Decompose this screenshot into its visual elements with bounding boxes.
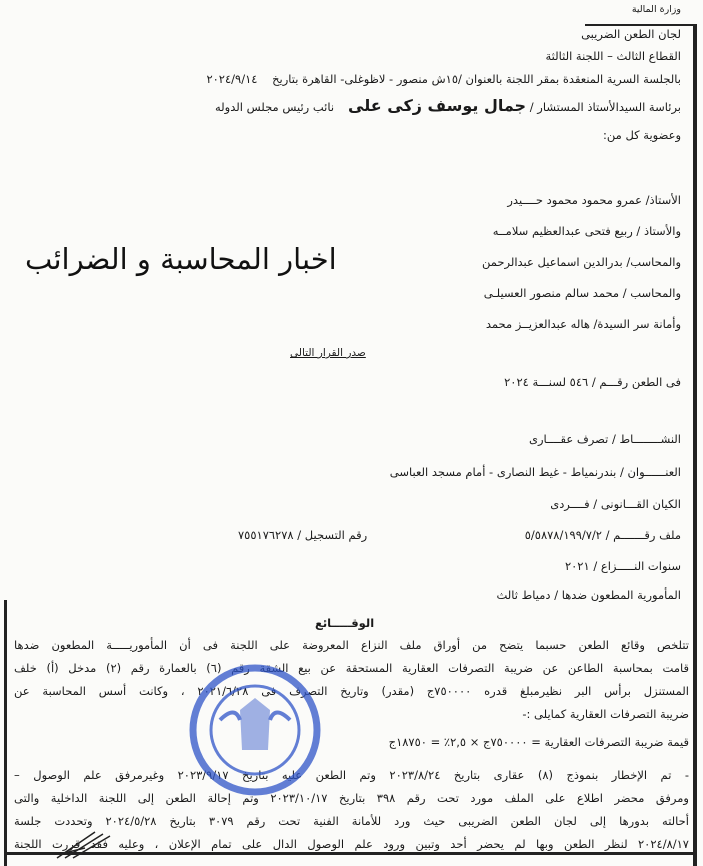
member: وأمانة سر السيدة/ هاله عبدالعزيــز محمد bbox=[485, 317, 681, 331]
presidency-line bbox=[348, 96, 681, 115]
paragraph-line: المستنزل برأس البر نظيرمبلغ قدره ٧٥٠٠٠٠ج (مقدر) وتاريخ التصرف فى ٢٠٢١/٦/٢٨ ، وكانت أسس المحاسبة عن bbox=[14, 684, 689, 698]
field-registration: رقم التسجيل / ٧٥٥١٧٦٢٧٨ bbox=[238, 528, 368, 542]
signature-icon bbox=[55, 830, 115, 860]
member: والمحاسب / محمد سالم منصور العسيلـى bbox=[483, 286, 681, 300]
paragraph-line: - تم الإخطار بنموذج (٨) عقارى بتاريخ ٢٠٢٣/٨/٢٤ وتم الطعن عليه بتاريخ ٢٠٢٣/٩/١٧ وغيرمرفق علم الوصول – bbox=[14, 768, 689, 782]
committees-label: لجان الطعن الضريبى bbox=[581, 27, 681, 41]
decision-heading: صدر القرار التالى bbox=[290, 347, 366, 359]
session-date: ٢٠٢٤/٩/١٤ bbox=[206, 72, 258, 86]
field-file-number: ملف رقـــــــم / ٥/٥٨٧٨/١٩٩/٧/٢ bbox=[524, 528, 681, 542]
membership-label: وعضوية كل من: bbox=[603, 128, 681, 142]
facts-heading: الوقـــــائع bbox=[315, 616, 375, 630]
president-title: نائب رئيس مجلس الدوله bbox=[215, 100, 335, 114]
field-address: العنــــــوان / بندرنمياط - غيط النصارى - أمام مسجد العباسى bbox=[389, 465, 681, 479]
left-border bbox=[4, 600, 7, 866]
top-border bbox=[585, 24, 697, 26]
field-office: المأمورية المطعون ضدها / دمياط ثالث bbox=[496, 588, 681, 602]
watermark-text: اخبار المحاسبة و الضرائب bbox=[25, 242, 337, 276]
right-border bbox=[693, 24, 697, 866]
presidency-label: برئاسة السيدالأستاذ المستشار / bbox=[529, 100, 681, 114]
president-name: جمال يوسف زكى على bbox=[348, 96, 527, 115]
field-legal-entity: الكيان القـــانونى / فــــردى bbox=[550, 497, 681, 511]
paragraph-line: قامت بمحاسبة الطاعن عن ضريبة التصرفات العقارية المستحقة عن بيع الشقة رقم (٦) بالعمارة رقم (٢) مدخل (أ) خلف bbox=[14, 661, 689, 675]
official-stamp-icon bbox=[180, 660, 330, 800]
member: والمحاسب/ بدرالدين اسماعيل عبدالرحمن bbox=[481, 255, 681, 269]
paragraph-line: ومرفق محضر اطلاع على الملف مورد تحت رقم ٣٩٨ بتاريخ ٢٠٢٣/١٠/١٧ وتم إحالة الطعن إلى اللجنة الداخلية والتى bbox=[14, 791, 689, 805]
ministry-label: وزارة المالية bbox=[631, 4, 681, 15]
paragraph-line: أحالته بدورها إلى لجان الطعن الضريبى حيث ورد للأمانة الفنية تحت رقم ٣٠٧٩ بتاريخ ٢٠٢٤/٥/٢٨ وتحددت جلسة bbox=[14, 814, 689, 828]
field-dispute-years: سنوات النـــــزاع / ٢٠٢١ bbox=[564, 559, 681, 573]
paragraph-line: ضريبة التصرفات العقارية كمايلى :- bbox=[522, 707, 689, 721]
session-text: بالجلسة السرية المنعقدة بمقر اللجنة بالعنوان /١٥ش منصور - لاظوغلى- القاهرة بتاريخ bbox=[272, 72, 681, 86]
paragraph-line: تتلخص وقائع الطعن حسبما يتضح من أوراق ملف النزاع المعروضة على اللجنة فى أن المأموريـــــة المطعون ضدها bbox=[14, 638, 689, 652]
member: والأستاذ / ربيع فتحى عبدالعظيم سلامــه bbox=[492, 224, 681, 238]
appeal-number: فى الطعن رقـــم / ٥٤٦ لسنـــة ٢٠٢٤ bbox=[504, 375, 681, 389]
session-line bbox=[206, 72, 681, 86]
sector-label: القطاع الثالث – اللجنة الثالثة bbox=[545, 49, 681, 63]
facts-paragraph-2 bbox=[14, 764, 689, 856]
paragraph-line: ٢٠٢٤/٨/١٧ لنظر الطعن وبها لم يحضر أحد وتبين ورود علم الوصول الدال على تمام الإعلان ، وعليه فقد قررت اللجنة bbox=[14, 837, 689, 851]
facts-paragraph-1 bbox=[14, 634, 689, 726]
field-activity: النشــــــــاط / تصرف عقــــارى bbox=[528, 432, 681, 446]
tax-formula: قيمة ضريبة التصرفات العقارية = ٧٥٠٠٠٠ج × ٢,٥٪ = ١٨٧٥٠ج bbox=[388, 735, 689, 749]
member: الأستاذ/ عمرو محمود محمود حــــيدر bbox=[507, 193, 681, 207]
